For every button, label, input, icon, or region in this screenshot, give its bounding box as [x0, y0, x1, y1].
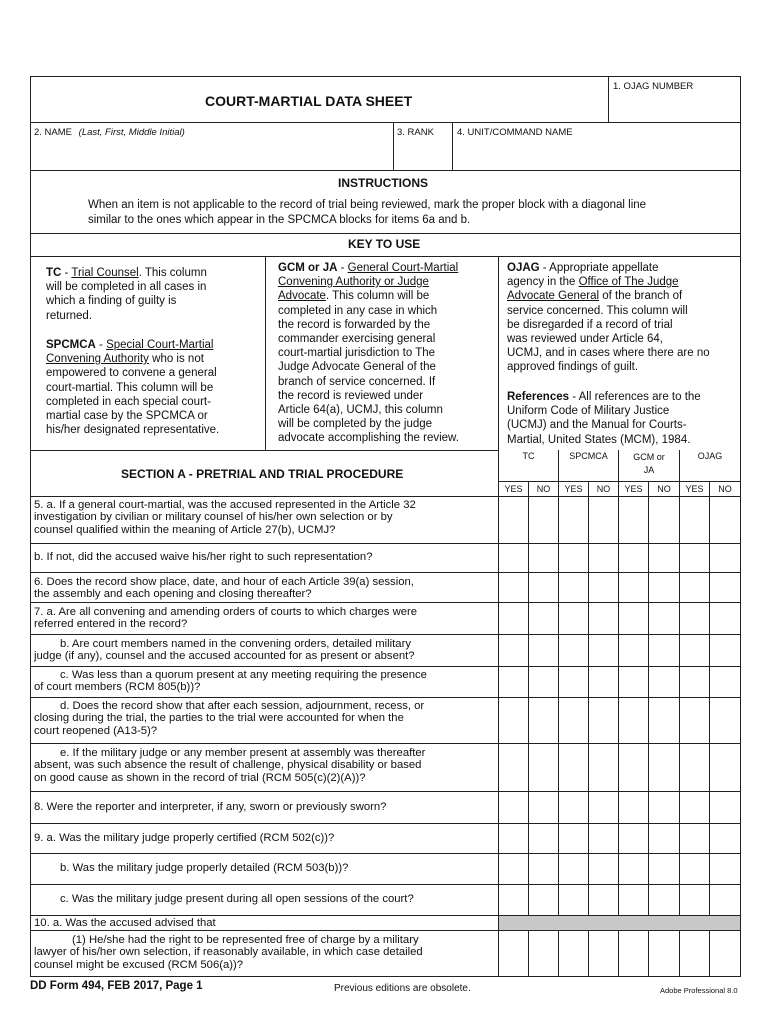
- col-header-tc: TC: [522, 451, 535, 461]
- answer-6-ojag-yes[interactable]: [680, 573, 709, 602]
- answer-5b-ojag-yes[interactable]: [680, 544, 709, 572]
- col-no: NO: [536, 484, 551, 494]
- answer-7c-gcm-yes[interactable]: [619, 667, 648, 697]
- rank-label: 3. RANK: [397, 127, 434, 138]
- answer-10a-1-spcmca-no[interactable]: [589, 931, 618, 976]
- col-header-gcm: GCM or JA: [633, 452, 665, 475]
- answer-7d-ojag-no[interactable]: [710, 698, 739, 743]
- answer-5b-spcmca-yes[interactable]: [559, 544, 588, 572]
- answer-9b-spcmca-yes[interactable]: [559, 854, 588, 884]
- answer-5b-ojag-no[interactable]: [710, 544, 739, 572]
- answer-9c-tc-yes[interactable]: [499, 885, 528, 915]
- answer-7d-spcmca-yes[interactable]: [559, 698, 588, 743]
- name-hint: (Last, First, Middle Initial): [78, 127, 185, 138]
- answer-7c-ojag-no[interactable]: [710, 667, 739, 697]
- answer-9a-gcm-yes[interactable]: [619, 824, 648, 853]
- answer-5a-tc-no[interactable]: [529, 497, 558, 543]
- question-10a: 10. a. Was the accused advised that: [34, 917, 216, 929]
- answer-7e-tc-no[interactable]: [529, 744, 558, 791]
- answer-10a-1-gcm-yes[interactable]: [619, 931, 648, 976]
- answer-7b-gcm-yes[interactable]: [619, 635, 648, 666]
- answer-7a-spcmca-yes[interactable]: [559, 603, 588, 634]
- answer-7b-spcmca-no[interactable]: [589, 635, 618, 666]
- section-a-title: SECTION A - PRETRIAL AND TRIAL PROCEDURE: [121, 467, 404, 481]
- instructions-line-1: When an item is not applicable to the record of trial being reviewed, mark the proper block with a diagonal line: [88, 199, 647, 211]
- answer-7b-tc-yes[interactable]: [499, 635, 528, 666]
- answer-7a-spcmca-no[interactable]: [589, 603, 618, 634]
- answer-7a-tc-yes[interactable]: [499, 603, 528, 634]
- unit-label: 4. UNIT/COMMAND NAME: [457, 127, 573, 138]
- question-5a: 5. a. If a general court-martial, was the accused represented in the Article 32 investigation by civilian or military counsel of his/her own selection or by counsel qualified within the meaning of Article 27(b), UCMJ?: [34, 499, 416, 536]
- answer-8-spcmca-yes[interactable]: [559, 792, 588, 823]
- answer-5b-spcmca-no[interactable]: [589, 544, 618, 572]
- answer-5a-ojag-no[interactable]: [710, 497, 739, 543]
- answer-7c-ojag-yes[interactable]: [680, 667, 709, 697]
- col-no: NO: [657, 484, 671, 494]
- col-yes: YES: [624, 484, 643, 494]
- answer-7a-gcm-no[interactable]: [649, 603, 678, 634]
- key-references-block: References - All references are to the Uniform Code of Military Justice (UCMJ) and the Manual for Courts- Martial, United States (MCM), 1984.: [507, 391, 701, 446]
- answer-7c-gcm-no[interactable]: [649, 667, 678, 697]
- answer-10a-1-ojag-no[interactable]: [710, 931, 739, 976]
- question-7e: e. If the military judge or any member present at assembly was thereafter absent, was such absence the result of challenge, physical disability or based on good cause as shown in the record of trial (RCM 505(c)(2)(A))?: [34, 747, 426, 784]
- col-header-spcmca: SPCMCA: [569, 451, 608, 461]
- answer-9b-tc-no[interactable]: [529, 854, 558, 884]
- shaded-row-10a: [499, 916, 740, 930]
- answer-7a-ojag-no[interactable]: [710, 603, 739, 634]
- answer-7a-ojag-yes[interactable]: [680, 603, 709, 634]
- answer-8-gcm-no[interactable]: [649, 792, 678, 823]
- answer-5a-gcm-yes[interactable]: [619, 497, 648, 543]
- answer-7d-tc-no[interactable]: [529, 698, 558, 743]
- answer-10a-1-gcm-no[interactable]: [649, 931, 678, 976]
- answer-10a-1-spcmca-yes[interactable]: [559, 931, 588, 976]
- col-no: NO: [596, 484, 611, 494]
- answer-7b-ojag-yes[interactable]: [680, 635, 709, 666]
- answer-9c-spcmca-no[interactable]: [589, 885, 618, 915]
- answer-7c-tc-yes[interactable]: [499, 667, 528, 697]
- answer-9a-gcm-no[interactable]: [649, 824, 678, 853]
- answer-9c-ojag-yes[interactable]: [680, 885, 709, 915]
- name-label: 2. NAME (Last, First, Middle Initial): [34, 127, 185, 138]
- answer-7e-gcm-yes[interactable]: [619, 744, 648, 791]
- answer-8-tc-yes[interactable]: [499, 792, 528, 823]
- answer-8-spcmca-no[interactable]: [589, 792, 618, 823]
- instructions-line-2: similar to the ones which appear in the SPCMCA blocks for items 6a and b.: [88, 214, 471, 226]
- col-header-ojag: OJAG: [697, 451, 723, 461]
- ojag-number-label: 1. OJAG NUMBER: [613, 81, 694, 92]
- question-9c: c. Was the military judge present during all open sessions of the court?: [60, 893, 414, 905]
- question-7b: b. Are court members named in the convening orders, detailed military judge (if any), counsel and the accused accounted for as present or absent?: [34, 638, 415, 663]
- answer-9b-ojag-no[interactable]: [710, 854, 739, 884]
- answer-9a-ojag-yes[interactable]: [680, 824, 709, 853]
- answer-5b-gcm-yes[interactable]: [619, 544, 648, 572]
- answer-9b-spcmca-no[interactable]: [589, 854, 618, 884]
- software-note: Adobe Professional 8.0: [660, 986, 738, 995]
- answer-10a-1-tc-no[interactable]: [529, 931, 558, 976]
- answer-9a-spcmca-yes[interactable]: [559, 824, 588, 853]
- answer-7c-spcmca-no[interactable]: [589, 667, 618, 697]
- answer-9a-tc-no[interactable]: [529, 824, 558, 853]
- answer-7d-tc-yes[interactable]: [499, 698, 528, 743]
- question-6: 6. Does the record show place, date, and hour of each Article 39(a) session, the assembly and each opening and closing thereafter?: [34, 576, 414, 601]
- answer-7d-ojag-yes[interactable]: [680, 698, 709, 743]
- answer-9b-gcm-no[interactable]: [649, 854, 678, 884]
- form-title: COURT-MARTIAL DATA SHEET: [205, 93, 413, 109]
- answer-7b-tc-no[interactable]: [529, 635, 558, 666]
- answer-7b-gcm-no[interactable]: [649, 635, 678, 666]
- answer-9c-ojag-no[interactable]: [710, 885, 739, 915]
- answer-6-spcmca-yes[interactable]: [559, 573, 588, 602]
- instructions-heading: INSTRUCTIONS: [338, 176, 428, 190]
- col-yes: YES: [685, 484, 704, 494]
- answer-6-ojag-no[interactable]: [710, 573, 739, 602]
- answer-5a-spcmca-no[interactable]: [589, 497, 618, 543]
- answer-7b-spcmca-yes[interactable]: [559, 635, 588, 666]
- answer-9a-ojag-no[interactable]: [710, 824, 739, 853]
- question-7a: 7. a. Are all convening and amending orders of courts to which charges were referred entered in the record?: [34, 606, 418, 631]
- answer-6-gcm-no[interactable]: [649, 573, 678, 602]
- answer-6-gcm-yes[interactable]: [619, 573, 648, 602]
- answer-7c-tc-no[interactable]: [529, 667, 558, 697]
- answer-5b-tc-no[interactable]: [529, 544, 558, 572]
- answer-5a-ojag-yes[interactable]: [680, 497, 709, 543]
- form-id: DD Form 494, FEB 2017, Page 1: [30, 980, 203, 992]
- question-7c: c. Was less than a quorum present at any meeting requiring the presence of court members (RCM 805(b))?: [34, 669, 427, 694]
- ojag-number-field[interactable]: [609, 92, 740, 122]
- answer-9c-gcm-no[interactable]: [649, 885, 678, 915]
- answer-9b-tc-yes[interactable]: [499, 854, 528, 884]
- answer-8-ojag-no[interactable]: [710, 792, 739, 823]
- answer-9c-tc-no[interactable]: [529, 885, 558, 915]
- key-tc-block: TC - Trial Counsel. This column will be completed in all cases in which a finding of guilty is returned.: [46, 267, 207, 322]
- answer-5a-gcm-no[interactable]: [649, 497, 678, 543]
- unit-field[interactable]: [453, 138, 740, 170]
- answer-5b-tc-yes[interactable]: [499, 544, 528, 572]
- answer-7e-ojag-no[interactable]: [710, 744, 739, 791]
- answer-9c-spcmca-yes[interactable]: [559, 885, 588, 915]
- col-no: NO: [718, 484, 732, 494]
- question-8: 8. Were the reporter and interpreter, if any, sworn or previously sworn?: [34, 801, 387, 813]
- answer-5b-gcm-no[interactable]: [649, 544, 678, 572]
- name-field[interactable]: [31, 138, 393, 170]
- key-gcm-block: GCM or JA - General Court-Martial Convening Authority or Judge Advocate. This column will be completed in any case in which the record is forwarded by the commander exercising general court-martial jurisdiction to The Judge Advocate General of the branch of service concerned. If the record is reviewed under Article 64(a), UCMJ, this column will be completed by the judge advocate accomplishing the review.: [278, 262, 459, 445]
- answer-6-tc-yes[interactable]: [499, 573, 528, 602]
- question-9b: b. Was the military judge properly detailed (RCM 503(b))?: [60, 862, 349, 874]
- editions-note: Previous editions are obsolete.: [334, 983, 471, 994]
- answer-7d-gcm-no[interactable]: [649, 698, 678, 743]
- answer-8-tc-no[interactable]: [529, 792, 558, 823]
- answer-7c-spcmca-yes[interactable]: [559, 667, 588, 697]
- answer-7e-spcmca-yes[interactable]: [559, 744, 588, 791]
- answer-6-tc-no[interactable]: [529, 573, 558, 602]
- answer-9c-gcm-yes[interactable]: [619, 885, 648, 915]
- answer-7d-spcmca-no[interactable]: [589, 698, 618, 743]
- answer-7e-ojag-yes[interactable]: [680, 744, 709, 791]
- col-yes: YES: [504, 484, 523, 494]
- question-10a-1: (1) He/she had the right to be represented free of charge by a military lawyer of his/her own selection, if reasonably available, in which case detailed counsel might be excused (RCM 506(a))?: [34, 934, 423, 971]
- key-spcmca-block: SPCMCA - Special Court-Martial Convening Authority who is not empowered to convene a general court-martial. This column will be completed in each special court- martial case by the SPCMCA or his/her designated representative.: [46, 339, 220, 437]
- answer-10a-1-tc-yes[interactable]: [499, 931, 528, 976]
- answer-5a-spcmca-yes[interactable]: [559, 497, 588, 543]
- col-yes: YES: [564, 484, 583, 494]
- answer-9a-spcmca-no[interactable]: [589, 824, 618, 853]
- answer-7a-tc-no[interactable]: [529, 603, 558, 634]
- answer-9b-gcm-yes[interactable]: [619, 854, 648, 884]
- answer-6-spcmca-no[interactable]: [589, 573, 618, 602]
- question-7d: d. Does the record show that after each session, adjournment, recess, or closing during the trial, the parties to the trial were accounted for when the court reopened (A13-5)?: [34, 700, 425, 737]
- key-ojag-block: OJAG - Appropriate appellate agency in the Office of The Judge Advocate General of the branch of service concerned. This column will be disregarded if a record of trial was reviewed under Article 64, UCMJ, and in cases where there are no approved findings of guilt.: [507, 262, 710, 374]
- question-9a: 9. a. Was the military judge properly certified (RCM 502(c))?: [34, 832, 335, 844]
- answer-7e-tc-yes[interactable]: [499, 744, 528, 791]
- answer-8-gcm-yes[interactable]: [619, 792, 648, 823]
- rank-field[interactable]: [394, 138, 452, 170]
- answer-7e-gcm-no[interactable]: [649, 744, 678, 791]
- answer-9b-ojag-yes[interactable]: [680, 854, 709, 884]
- key-tc-term: Trial Counsel: [71, 267, 139, 279]
- answer-5a-tc-yes[interactable]: [499, 497, 528, 543]
- answer-8-ojag-yes[interactable]: [680, 792, 709, 823]
- answer-7a-gcm-yes[interactable]: [619, 603, 648, 634]
- key-heading: KEY TO USE: [348, 237, 421, 251]
- question-5b: b. If not, did the accused waive his/her right to such representation?: [34, 551, 373, 563]
- answer-7b-ojag-no[interactable]: [710, 635, 739, 666]
- answer-7e-spcmca-no[interactable]: [589, 744, 618, 791]
- answer-9a-tc-yes[interactable]: [499, 824, 528, 853]
- answer-10a-1-ojag-yes[interactable]: [680, 931, 709, 976]
- answer-7d-gcm-yes[interactable]: [619, 698, 648, 743]
